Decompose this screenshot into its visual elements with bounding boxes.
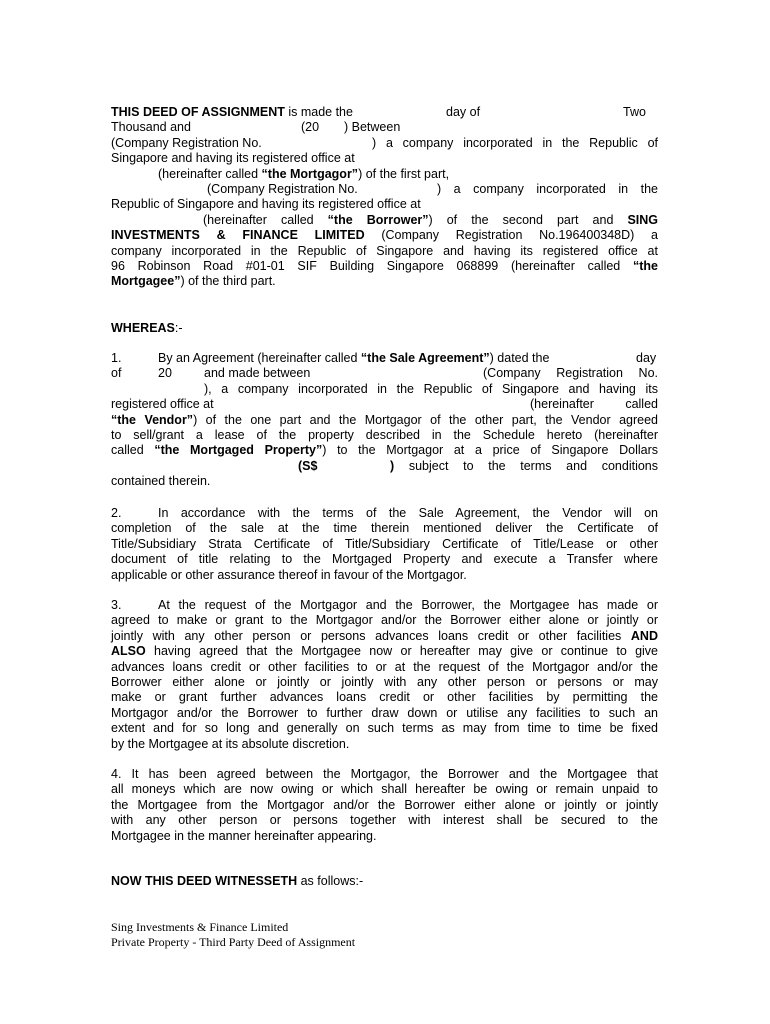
intro-line: Singapore and having its registered office at [111, 151, 355, 166]
footer [111, 920, 355, 950]
intro-line: Thousand and (20 ) Between [111, 120, 401, 135]
intro-line: Republic of Singapore and having its registered office at [111, 197, 421, 212]
deed-title: THIS DEED OF ASSIGNMENT [111, 105, 285, 119]
intro-line: 96 Robinson Road #01-01 SIF Building Singapore 068899 (hereinafter called “the [111, 258, 658, 273]
recital-3: 3. At the request of the Mortgagor and the Borrower, the Mortgagee has made or agreed to make or grant to the Mortgagor and/or the Borrower either alone or jointly or jointly with any other person or persons advances loans credit or other facilities AND ALSO having agreed that the Mortgagee now or hereafter may give or continue to give advances loans credit or other facilities to or at the request of the Mortgagor and/or the Borrower either alone or jointly or jointly with any other person or persons or may make or grant further advances loans credit or other facilities by permitting the Mortgagor and/or the Borrower to further draw down or utilise any facilities to such an extent and for so long and generally on such terms as may from time to time be fixed by the Mortgagee at its absolute discretion. [111, 598, 658, 751]
recital-number: 1. [111, 351, 122, 365]
recital-number: 3. [111, 598, 122, 612]
footer-document-title: Private Property - Third Party Deed of Assignment [111, 935, 356, 949]
recital-number: 2. [111, 506, 122, 520]
intro-line: company incorporated in the Republic of Singapore and having its registered office at [111, 243, 658, 258]
intro-line: (Company Registration No. ) a company incorporated in the [207, 181, 658, 196]
intro-paragraph [111, 105, 658, 290]
recital-2: 2. In accordance with the terms of the Sale Agreement, the Vendor will on completion of the sale at the time therein mentioned deliver the Certificate of Title/Subsidiary Strata Certificate of Title/Subsidiary Certificate of Title/Lease or other document of title relating to the Mortgaged Property and execute a Transfer where applicable or other assurance thereof in favour of the Mortgagor. [111, 506, 658, 582]
intro-line: (hereinafter called “the Borrower”) of the second part and SING [203, 212, 658, 227]
borrower-defined-term: “the Borrower” [327, 212, 429, 227]
intro-line: (Company Registration No. ) a company incorporated in the Republic of [111, 135, 658, 150]
recital-4: 4. It has been agreed between the Mortgagor, the Borrower and the Mortgagee that all moneys which are now owing or which shall hereafter be owing or remain unpaid to the Mortgagee from the Mortgagor and/or the Borrower either alone or jointly or jointly with any other person or persons together with interest shall be secured to the Mortgagee in the manner hereinafter appearing. [111, 767, 658, 843]
mortgagee-defined-term: Mortgagee” [111, 274, 181, 289]
intro-line: THIS DEED OF ASSIGNMENT is made the day of Two [111, 105, 646, 119]
whereas-heading: WHEREAS:- [111, 321, 183, 335]
recital-1: 1. By an Agreement (hereinafter called “the Sale Agreement”) dated the day of 20 and made between (Company Registration No. ), a company incorporated in the Republic of Singapore and having its registered office at (hereinafter called “the Vendor”) of the one part and the Mortgagor of the other part, the Vendor agreed to sell/grant a lease of the property described in the Schedule hereto (hereinafter called “the Mortgaged Property”) to the Mortgagor at a price of Singapore Dollars (S$ ) subject to the terms and conditions contained therein. [111, 351, 658, 489]
intro-line: (hereinafter called “the Mortgagor”) of the first part, [158, 166, 450, 181]
mortgagor-defined-term: “the Mortgagor” [261, 166, 359, 181]
footer-company: Sing Investments & Finance Limited [111, 920, 289, 934]
intro-line: Mortgagee”) of the third part. [111, 274, 276, 289]
witnesseth-heading: NOW THIS DEED WITNESSETH as follows:- [111, 874, 364, 888]
intro-line: INVESTMENTS & FINANCE LIMITED (Company Registration No.196400348D) a [111, 228, 658, 243]
mortgagee-name: INVESTMENTS & FINANCE LIMITED [111, 228, 365, 243]
